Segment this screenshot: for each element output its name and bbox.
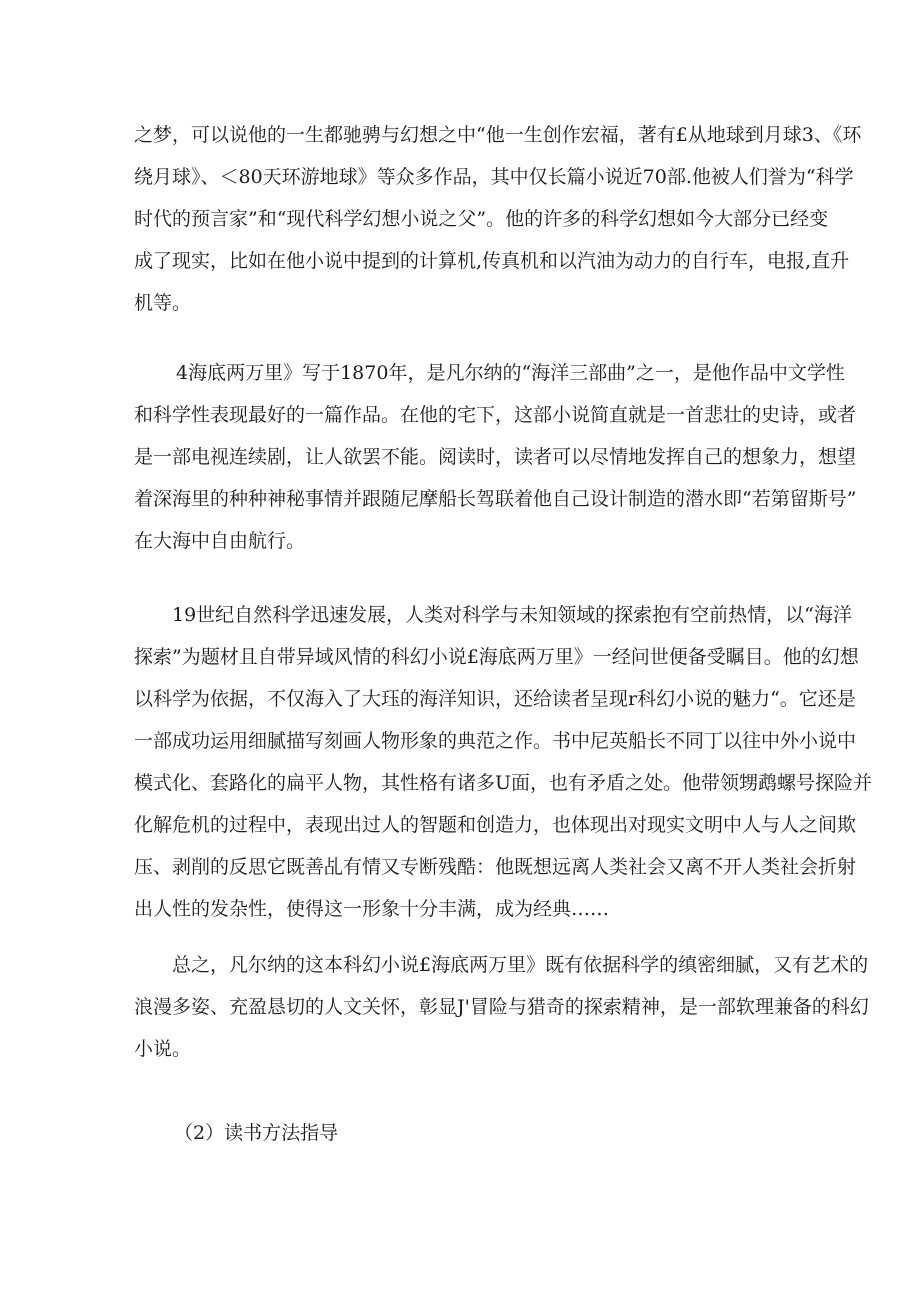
paragraph-line: 浪漫多姿、充盈恳切的人文关怀，彰显J'冒险与猎奇的探索精神，是一部软理兼备的科幻 xyxy=(134,996,869,1018)
paragraph-line: 是一部电视连续剧，让人欲罢不能。阅读时，读者可以尽情地发挥自己的想象力，想望 xyxy=(134,446,857,468)
paragraph-line: 以科学为依据，不仅海入了大珏的海洋知识，还给读者呈现r科幻小说的魅力“。它还是 xyxy=(134,688,856,710)
paragraph-3 xyxy=(134,594,873,930)
paragraph-4 xyxy=(134,944,869,1070)
paragraph-line: 化解危机的过程中，表现出过人的智题和创造力，也体现出对现实文明中人与人之间欺 xyxy=(134,814,857,836)
paragraph-line: 在大海中自由航行。 xyxy=(134,530,306,552)
paragraph-line: 模式化、套路化的扁平人物，其性格有诸多U面，也有矛盾之处。他带领甥鹉螺号探险并 xyxy=(134,772,873,794)
paragraph-line: 出人性的发杂性，使得这一形象十分丰满，成为经典…… xyxy=(134,898,610,920)
paragraph-1 xyxy=(134,114,862,324)
paragraph-line: 时代的预言家”和“现代科学幻想小说之父”。他的许多的科学幻想如今大部分已经变 xyxy=(134,208,829,230)
section-heading: （2）读书方法指导 xyxy=(174,1122,339,1144)
paragraph-line: 4海底两万里》写于1870年，是凡尔纳的“海洋三部曲”之一，是他作品中文学性 xyxy=(176,362,845,384)
paragraph-line: 机等。 xyxy=(134,292,192,314)
paragraph-line: 之梦，可以说他的一生都驰骋与幻想之中“他一生创作宏福，著有£从地球到月球3、《环 xyxy=(134,124,862,146)
paragraph-line: 小说。 xyxy=(134,1038,192,1060)
paragraph-2 xyxy=(134,352,857,562)
paragraph-line: 总之，凡尔纳的这本科幻小说£海底两万里》既有依据科学的缜密细腻，又有艺术的 xyxy=(172,954,869,976)
paragraph-line: 着深海里的种种神秘事情并跟随尼摩船长驾联着他自己设计制造的潜水即“若第留斯号” xyxy=(134,488,857,510)
paragraph-line: 和科学性表现最好的一篇作品。在他的宅下，这部小说简直就是一首悲壮的史诗，或者 xyxy=(134,404,857,426)
paragraph-line: 19世纪自然科学迅速发展，人类对科学与未知领域的探索抱有空前热情，以“海洋 xyxy=(172,604,852,626)
paragraph-line: 压、剥削的反思它既善乩有情又专断残酷：他既想远离人类社会又离不开人类社会折射 xyxy=(134,856,857,878)
paragraph-line: 探索”为题材且自带异域风情的科幻小说£海底两万里》一经问世便备受瞩目。他的幻想 xyxy=(134,646,859,668)
paragraph-line: 绕月球》、＜80天环游地球》等众多作品，其中仅长篇小说近70部.他被人们誉为“科学 xyxy=(134,166,854,188)
paragraph-line: 成了现实，比如在他小说中提到的计算机,传真机和以汽油为动力的自行车，电报,直升 xyxy=(134,250,850,272)
paragraph-line: 一部成功运用细腻描写刻画人物形象的典范之作。书中尼英船长不同丁以往中外小说中 xyxy=(134,730,857,752)
